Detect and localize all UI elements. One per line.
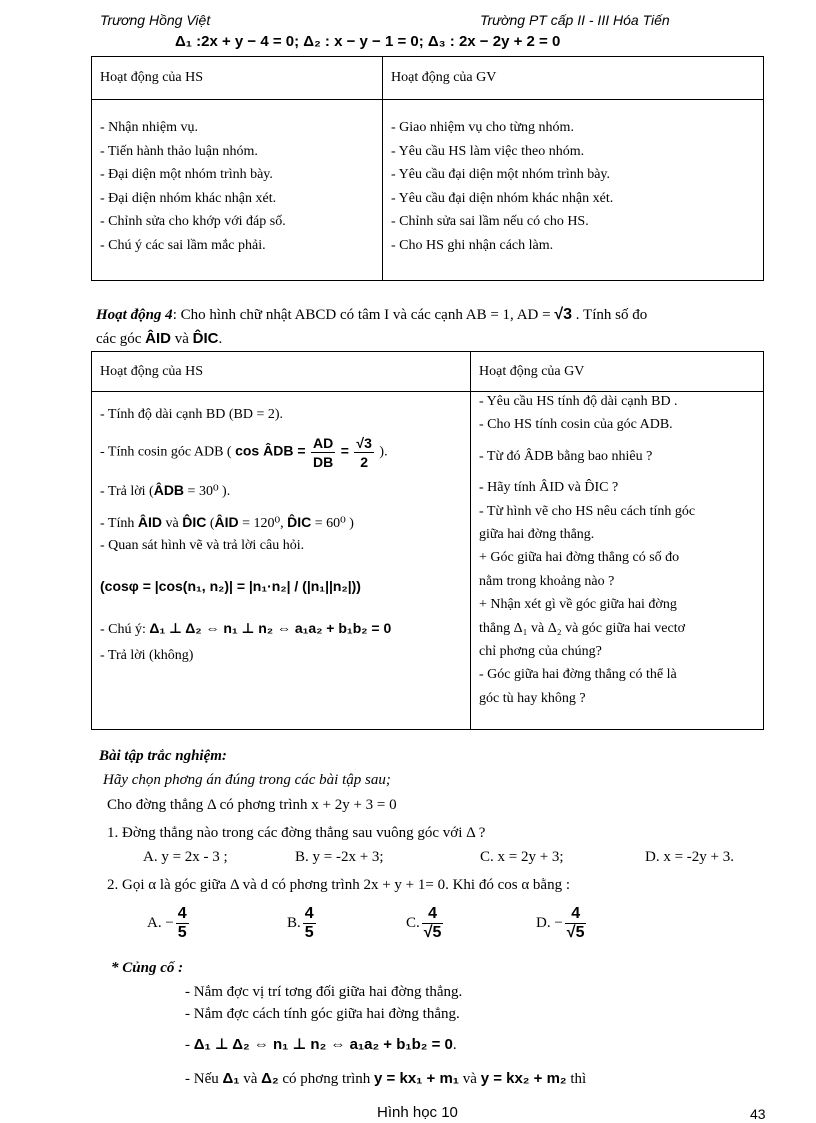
angle-aid: ÂID <box>145 330 171 347</box>
activity-table-2 <box>91 351 764 730</box>
activity4-label: Hoạt động 4 <box>96 307 173 323</box>
gv-item: góc tù hay không ? <box>479 690 586 706</box>
q1-option-a: A. y = 2x - 3 ; <box>143 849 228 865</box>
gv-item: + Nhận xét gì về góc giữa hai đờng <box>479 597 677 613</box>
frac-num: 4 <box>565 905 587 924</box>
angle-aid: ÂID <box>137 514 162 530</box>
q2-option-d <box>536 905 588 942</box>
question-1: 1. Đờng thẳng nào trong các đờng thẳng sau vuông góc với Δ ? <box>107 825 486 841</box>
frac-num: √3 <box>356 435 372 451</box>
table1-gv-item: - Chỉnh sửa sai lầm nếu có cho HS. <box>391 214 589 229</box>
period: . <box>218 331 223 347</box>
activity-table-1 <box>91 56 764 281</box>
conj: và <box>170 331 193 347</box>
q2-option-b <box>287 905 318 942</box>
consolidation-item: - Nắm đợc vị trí tơng đối giữa hai đờng thẳng. <box>185 984 463 1000</box>
consolidation-title: * Củng cố : <box>111 960 184 976</box>
hs-reply: - Trả lời (không) <box>100 648 194 663</box>
frac-num: 4 <box>177 905 187 922</box>
option-label: B. <box>287 914 301 931</box>
text: = 30⁰ ). <box>184 484 231 499</box>
hs-cos-expr: cos ÂDB = <box>235 442 306 459</box>
frac-num: 4 <box>304 905 314 922</box>
frac-den: 2 <box>360 454 369 470</box>
q2-option-c <box>406 905 445 942</box>
table1-gv-item: - Yêu cầu đại diện nhóm khác nhận xét. <box>391 190 614 206</box>
table1-hs-item: - Đại diện một nhóm trình bày. <box>100 167 273 182</box>
table1-gv-item: - Yêu cầu đại diện một nhóm trình bày. <box>391 167 611 182</box>
perpendicular-formula: Δ₁ ⊥ Δ₂ ⇔ n₁ ⊥ n₂ ⇔ a₁a₂ + b₁b₂ = 0 <box>193 1036 453 1053</box>
table1-header-hs: Hoạt động của HS <box>92 57 383 100</box>
gv-item: nằm trong khoảng nào ? <box>479 573 615 589</box>
exercise-instruction: Hãy chọn phơng án đúng trong các bài tập sau; <box>103 772 391 788</box>
q2-option-a <box>147 905 191 942</box>
table1-hs-item: - Nhận nhiệm vụ. <box>100 120 198 135</box>
table2-gv-cell <box>471 392 764 730</box>
text: có phơng trình <box>278 1071 375 1087</box>
hs-observe: - Quan sát hình vẽ và trả lời câu hỏi. <box>100 538 305 553</box>
option-label: D. − <box>536 914 563 931</box>
gv-item: - Hãy tính ÂID và D̂IC ? <box>479 480 619 496</box>
frac-den: √5 <box>423 924 442 941</box>
hs-cosphi-formula: (cosφ = |cos(n₁, n₂)| = |n₁·n₂| / (|n₁||n₂|)) <box>100 578 361 594</box>
hs-tinh <box>100 511 462 535</box>
hs-cos <box>100 434 462 471</box>
text: = 120⁰, <box>238 516 288 531</box>
page-number: 43 <box>750 1106 766 1122</box>
text: - Tính <box>100 516 138 531</box>
frac-den: √5 <box>566 924 585 941</box>
table1-hs-item: - Đại diện nhóm khác nhận xét. <box>100 190 277 206</box>
table1-hs-item: - Tiến hành thảo luận nhóm. <box>100 143 258 159</box>
exercise-given: Cho đờng thẳng Δ có phơng trình x + 2y + 3 = 0 <box>107 797 397 813</box>
text: . <box>452 1037 457 1053</box>
q1-option-d: D. x = -2y + 3. <box>645 849 734 865</box>
angle-dic: D̂IC <box>192 330 219 347</box>
header-equations: Δ₁ :2x + y − 4 = 0; Δ₂ : x − y − 1 = 0; Δ₃ : 2x − 2y + 2 = 0 <box>175 33 561 50</box>
gv-item: + Góc giữa hai đờng thẳng có số đo <box>479 550 680 566</box>
hs-answer <box>100 479 462 503</box>
angle-adb: ÂDB <box>153 482 185 498</box>
text: - <box>185 1037 194 1053</box>
gv-item: - Cho HS tính cosin của góc ADB. <box>479 417 673 433</box>
eq-sign: = <box>340 442 349 459</box>
equation-2: y = kx₂ + m₂ <box>480 1070 567 1087</box>
table1-header-gv: Hoạt động của GV <box>383 57 764 100</box>
activity4-text: : Cho hình chữ nhật ABCD có tâm I và các cạnh AB = 1, AD = <box>172 307 555 323</box>
table1-gv-item: - Yêu cầu HS làm việc theo nhóm. <box>391 143 585 159</box>
paren-close: ). <box>379 444 388 460</box>
hs-cos-label: - Tính cosin góc ADB ( <box>100 444 236 460</box>
frac-den: DB <box>313 454 334 470</box>
table1-hs-item: - Chú ý các sai lầm mắc phải. <box>100 237 266 253</box>
equation-1: y = kx₁ + m₁ <box>374 1070 460 1087</box>
text: ( <box>206 516 215 531</box>
frac-num: AD <box>313 435 334 451</box>
table2-hs-cell <box>92 392 471 730</box>
activity4-line2 <box>96 330 222 348</box>
table1-hs-cell <box>92 100 383 281</box>
angle-dic: D̂IC <box>182 514 207 530</box>
q1-option-b: B. y = -2x + 3; <box>295 849 384 865</box>
gv-item: thẳng Δ₁ và Δ₂ và góc giữa hai vectơ <box>479 620 686 636</box>
header-school: Trường PT cấp II - III Hóa Tiến <box>480 12 670 28</box>
text: = 60⁰ ) <box>311 516 354 531</box>
consolidation-item <box>185 1070 586 1088</box>
sqrt3: √3 <box>554 306 573 323</box>
table1-hs-item: - Chỉnh sửa cho khớp với đáp số. <box>100 214 286 229</box>
question-2: 2. Gọi α là góc giữa Δ và d có phơng trình 2x + y + 1= 0. Khi đó cos α bằng : <box>107 877 571 893</box>
text: và <box>459 1071 481 1087</box>
gv-item: - Từ đó ÂDB bằng bao nhiêu ? <box>479 448 653 464</box>
angle-dic: D̂IC <box>287 514 312 530</box>
activity4-line1 <box>96 306 647 324</box>
gv-item: - Góc giữa hai đờng thẳng có thể là <box>479 667 677 683</box>
table1-gv-item: - Giao nhiệm vụ cho từng nhóm. <box>391 120 574 135</box>
text: - Nếu <box>185 1071 223 1087</box>
table2-header-gv: Hoạt động của GV <box>471 352 764 392</box>
q1-option-c: C. x = 2y + 3; <box>480 849 564 865</box>
delta-1: Δ₁ <box>222 1070 240 1087</box>
consolidation-item <box>185 1035 457 1054</box>
option-label: A. − <box>147 914 174 931</box>
exercise-title: Bài tập trắc nghiệm: <box>99 748 227 764</box>
gv-item: - Từ hình vẽ cho HS nêu cách tính góc <box>479 503 696 519</box>
table2-header-hs: Hoạt động của HS <box>92 352 471 392</box>
hs-bd: - Tính độ dài cạnh BD (BD = 2). <box>100 407 283 422</box>
text: và <box>239 1071 262 1087</box>
option-label: C. <box>406 914 420 931</box>
footer-subject: Hình học 10 <box>377 1104 458 1121</box>
frac-den: 5 <box>177 924 187 941</box>
activity4-text2: các góc <box>96 331 146 347</box>
hs-note <box>100 617 462 641</box>
text: và <box>161 516 183 531</box>
gv-item: chỉ phơng của chúng? <box>479 644 602 660</box>
perpendicular-formula: Δ₁ ⊥ Δ₂ ⇔ n₁ ⊥ n₂ ⇔ a₁a₂ + b₁b₂ = 0 <box>149 620 392 636</box>
text: - Trả lời ( <box>100 484 154 499</box>
text: - Chú ý: <box>100 622 150 637</box>
activity4-text-end: . Tính số đo <box>572 307 648 323</box>
delta-2: Δ₂ <box>261 1070 279 1087</box>
angle-aid: ÂID <box>214 514 239 530</box>
frac-den: 5 <box>304 924 314 941</box>
table1-gv-cell <box>383 100 764 281</box>
gv-item: giữa hai đờng thẳng. <box>479 527 595 543</box>
text: thì <box>566 1071 587 1087</box>
gv-item: - Yêu cầu HS tính độ dài cạnh BD . <box>479 394 678 409</box>
frac-num: 4 <box>422 905 444 924</box>
header-author: Trương Hồng Việt <box>100 12 211 28</box>
table1-gv-item: - Cho HS ghi nhận cách làm. <box>391 237 554 253</box>
consolidation-item: - Nắm đợc cách tính góc giữa hai đờng thẳng. <box>185 1006 460 1022</box>
